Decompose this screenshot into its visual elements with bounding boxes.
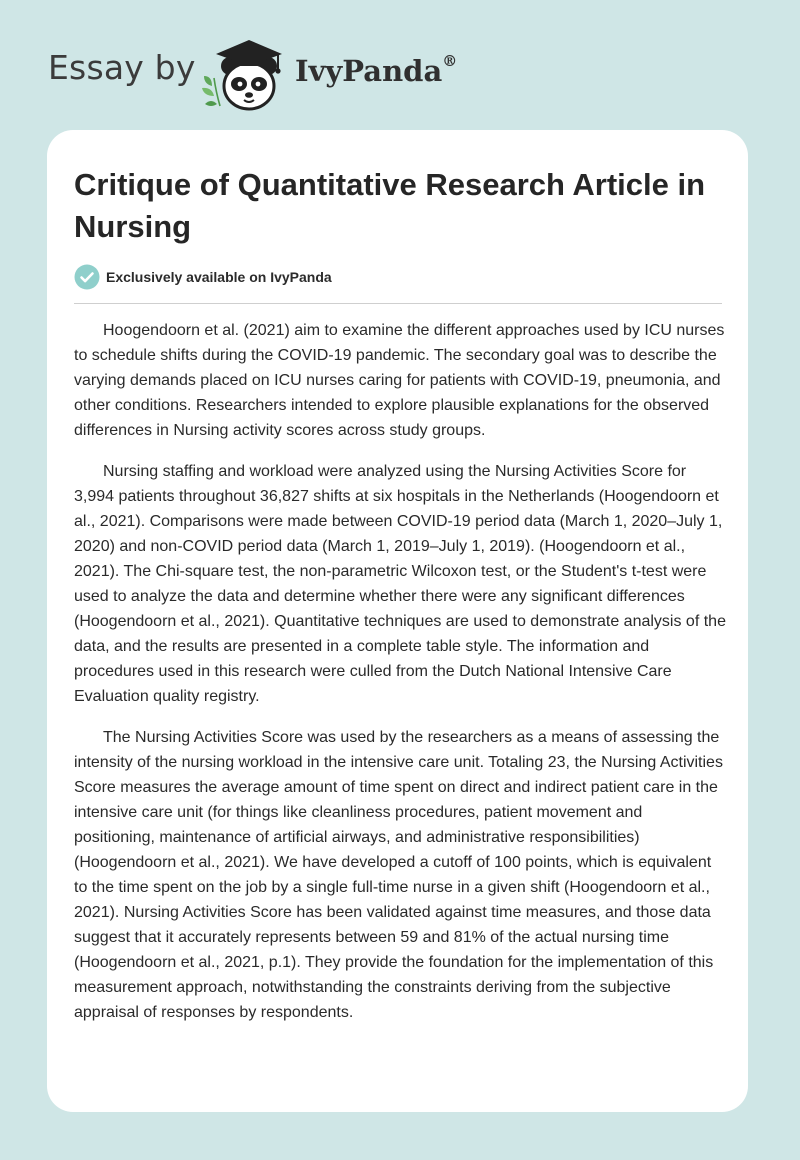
brand-prefix: Essay by [48,48,196,87]
brand-header[interactable] [48,28,508,118]
article-body [74,318,726,1041]
brand-name-text: IvyPanda [295,54,443,88]
exclusive-label: Exclusively available on IvyPanda [106,269,332,285]
brand-name [295,54,457,88]
registered-mark: ® [442,52,458,70]
check-circle-icon [74,264,100,290]
article-card [47,130,748,1112]
divider [74,303,722,304]
article-title: Critique of Quantitative Research Article in Nursing [74,167,706,244]
paragraph: The Nursing Activities Score was used by the researchers as a means of assessing the intensity of the nursing workload in the intensive care unit. Totaling 23, the Nursing Activities Score measures the average amount of time spent on direct and indirect patient care in the intensive care unit (for things like cleanliness procedures, patient movement and positioning, maintenance of artificial airways, and administrative responsibilities) (Hoogendoorn et al., 2021). We have developed a cutoff of 100 points, which is equivalent to the time spent on the job by a single full-time nurse in a given shift (Hoogendoorn et al., 2021). Nursing Activities Score has been validated against time measures, and those data suggest that it accurately represents between 59 and 81% of the actual nursing time (Hoogendoorn et al., 2021, p.1). They provide the foundation for the implementation of this measurement approach, notwithstanding the constraints deriving from the subjective appraisal of responses by respondents. [74,729,723,1021]
paragraph: Nursing staffing and workload were analyzed using the Nursing Activities Score for 3,994 patients throughout 36,827 shifts at six hospitals in the Netherlands (Hoogendoorn et al., 2021). Comparisons were made between COVID-19 period data (March 1, 2020–July 1, 2020) and non-COVID period data (March 1, 2019–July 1, 2019). (Hoogendoorn et al., 2021). The Chi-square test, the non-parametric Wilcoxon test, or the Student's t-test were used to analyze the data and determine whether there were any significant differences (Hoogendoorn et al., 2021). Quantitative techniques are used to demonstrate analysis of the data, and the results are presented in a complete table style. The information and procedures used in this research were culled from the Dutch National Intensive Care Evaluation quality registry. [74,463,726,705]
exclusive-badge [74,263,332,291]
paragraph: Hoogendoorn et al. (2021) aim to examine the different approaches used by ICU nurses to schedule shifts during the COVID-19 pandemic. The secondary goal was to describe the varying demands placed on ICU nurses caring for patients with COVID-19, pneumonia, and other conditions. Researchers intended to explore plausible explanations for the observed differences in Nursing activity scores across study groups. [74,322,725,439]
ivy-leaf-icon [202,76,220,106]
panda-graduate-icon [200,34,290,114]
